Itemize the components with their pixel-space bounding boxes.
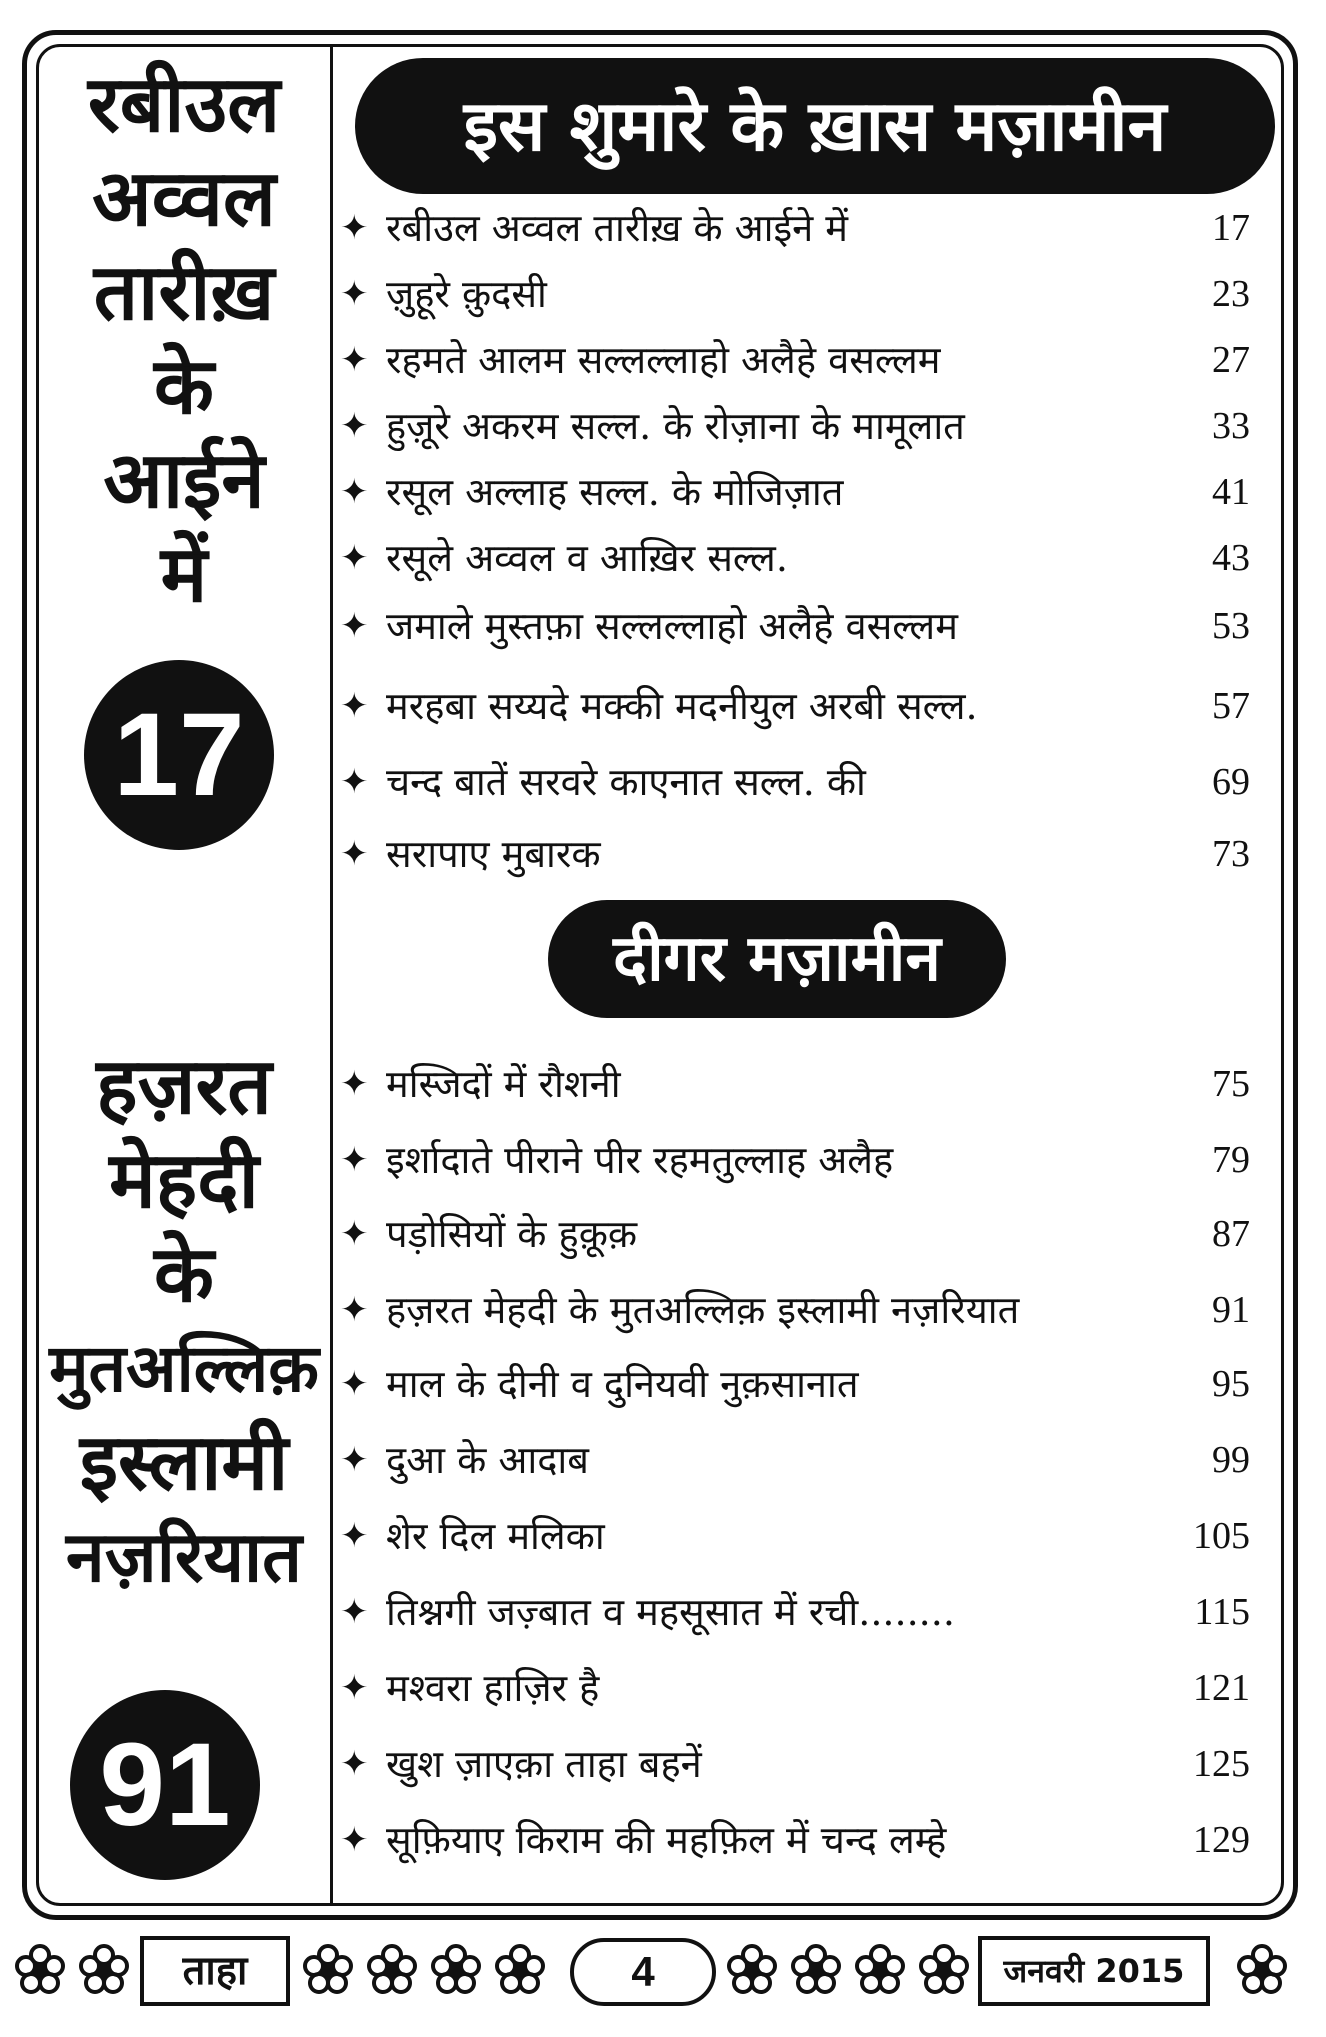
four-point-star-icon: ✦ bbox=[340, 1744, 369, 1784]
four-point-star-icon: ✦ bbox=[340, 1820, 369, 1860]
toc-item-title: चन्द बातें सरवरे काएनात सल्ल. की bbox=[386, 760, 866, 804]
page-number: 4 bbox=[570, 1938, 716, 2006]
toc-item-page: 125 bbox=[1193, 1743, 1250, 1785]
toc-item-page: 121 bbox=[1193, 1667, 1250, 1709]
sidebar-divider bbox=[330, 44, 333, 1906]
flower-icon bbox=[76, 1942, 132, 1998]
sidebar-line: हज़रत bbox=[96, 1042, 272, 1132]
flower-icon bbox=[492, 1942, 548, 1998]
toc-item-title: हुज़ूरे अकरम सल्ल. के रोज़ाना के मामूलात bbox=[386, 404, 965, 448]
sidebar-line: मुतअल्लिक़ bbox=[49, 1330, 319, 1407]
issue-date: जनवरी 2015 bbox=[978, 1936, 1210, 2006]
toc-item[interactable] bbox=[340, 1354, 1250, 1414]
sidebar-line: आईने bbox=[103, 436, 265, 526]
toc-item-page: 99 bbox=[1212, 1439, 1250, 1481]
toc-item-title: जमाले मुस्तफ़ा सल्लल्लाहो अलैहे वसल्लम bbox=[386, 604, 958, 648]
toc-item[interactable] bbox=[340, 1204, 1250, 1264]
toc-item[interactable] bbox=[340, 462, 1250, 522]
toc-item-page: 73 bbox=[1212, 833, 1250, 875]
four-point-star-icon: ✦ bbox=[340, 1214, 369, 1254]
flower-icon bbox=[916, 1942, 972, 1998]
toc-item-page: 91 bbox=[1212, 1289, 1250, 1331]
sidebar-line: इस्लामी bbox=[79, 1418, 289, 1508]
flower-icon bbox=[788, 1942, 844, 1998]
toc-item-title: सरापाए मुबारक bbox=[386, 832, 601, 876]
flower-icon bbox=[852, 1942, 908, 1998]
toc-item-title: सूफ़ियाए किराम की महफ़िल में चन्द लम्हे bbox=[386, 1818, 947, 1862]
toc-item-title: शेर दिल मलिका bbox=[386, 1514, 605, 1558]
toc-item[interactable] bbox=[340, 264, 1250, 324]
toc-item-page: 23 bbox=[1212, 273, 1250, 315]
toc-item[interactable] bbox=[340, 1658, 1250, 1718]
sidebar-line: तारीख़ bbox=[93, 248, 275, 338]
magazine-name: ताहा bbox=[140, 1936, 290, 2006]
sidebar-line: के bbox=[154, 1230, 214, 1320]
toc-item-title: मश्वरा हाज़िर है bbox=[386, 1666, 600, 1710]
toc-item-page: 57 bbox=[1212, 685, 1250, 727]
sidebar-line: में bbox=[160, 530, 208, 620]
toc-item[interactable] bbox=[340, 1130, 1250, 1190]
sidebar-line: रबीउल bbox=[87, 60, 281, 150]
toc-item-title: रबीउल अव्वल तारीख़ के आईने में bbox=[386, 206, 849, 250]
toc-item-title: हज़रत मेहदी के मुतअल्लिक़ इस्लामी नज़रियात bbox=[386, 1288, 1020, 1332]
page-footer bbox=[0, 1924, 1326, 2024]
flower-icon bbox=[428, 1942, 484, 1998]
toc-item-page: 69 bbox=[1212, 761, 1250, 803]
four-point-star-icon: ✦ bbox=[340, 762, 369, 802]
four-point-star-icon: ✦ bbox=[340, 208, 369, 248]
sidebar-page-badge: 17 bbox=[84, 660, 274, 850]
section-heading-featured: इस शुमारे के ख़ास मज़ामीन bbox=[355, 58, 1275, 194]
section-heading-other: दीगर मज़ामीन bbox=[548, 900, 1006, 1018]
toc-item-title: मस्जिदों में रौशनी bbox=[386, 1062, 621, 1106]
toc-item-title: तिश्नगी जज़्बात व महसूसात में रची........ bbox=[386, 1590, 955, 1634]
toc-item[interactable] bbox=[340, 824, 1250, 884]
toc-item-page: 129 bbox=[1193, 1819, 1250, 1861]
toc-item-page: 27 bbox=[1212, 339, 1250, 381]
four-point-star-icon: ✦ bbox=[340, 606, 369, 646]
toc-item-page: 87 bbox=[1212, 1213, 1250, 1255]
sidebar-line: मेहदी bbox=[109, 1136, 259, 1226]
sidebar-page-badge: 91 bbox=[70, 1690, 260, 1880]
toc-item[interactable] bbox=[340, 1054, 1250, 1114]
toc-item-page: 43 bbox=[1212, 537, 1250, 579]
toc-item-title: मरहबा सय्यदे मक्की मदनीयुल अरबी सल्ल. bbox=[386, 684, 978, 728]
sidebar-section-2 bbox=[40, 1040, 328, 1604]
toc-item-page: 115 bbox=[1194, 1591, 1250, 1633]
flower-icon bbox=[364, 1942, 420, 1998]
four-point-star-icon: ✦ bbox=[340, 1592, 369, 1632]
toc-item[interactable] bbox=[340, 528, 1250, 588]
four-point-star-icon: ✦ bbox=[340, 1440, 369, 1480]
toc-item[interactable] bbox=[340, 1810, 1250, 1870]
toc-item-title: ज़ुहूरे क़ुदसी bbox=[386, 272, 547, 316]
four-point-star-icon: ✦ bbox=[340, 406, 369, 446]
toc-item[interactable] bbox=[340, 676, 1250, 736]
toc-item-title: रहमते आलम सल्लल्लाहो अलैहे वसल्लम bbox=[386, 338, 941, 382]
toc-item-title: इर्शादाते पीराने पीर रहमतुल्लाह अलैह bbox=[386, 1138, 894, 1182]
toc-item-page: 105 bbox=[1193, 1515, 1250, 1557]
toc-item-title: खुश ज़ाएक़ा ताहा बहनें bbox=[386, 1742, 702, 1786]
toc-item-title: रसूल अल्लाह सल्ल. के मोजिज़ात bbox=[386, 470, 844, 514]
toc-item[interactable] bbox=[340, 1734, 1250, 1794]
flower-icon bbox=[300, 1942, 356, 1998]
toc-item[interactable] bbox=[340, 596, 1250, 656]
toc-item[interactable] bbox=[340, 1430, 1250, 1490]
toc-item[interactable] bbox=[340, 1506, 1250, 1566]
four-point-star-icon: ✦ bbox=[340, 1064, 369, 1104]
sidebar-line: के bbox=[154, 342, 214, 432]
toc-item[interactable] bbox=[340, 752, 1250, 812]
four-point-star-icon: ✦ bbox=[340, 1140, 369, 1180]
toc-item-page: 41 bbox=[1212, 471, 1250, 513]
toc-item-title: पड़ोसियों के हुक़ूक़ bbox=[386, 1212, 638, 1256]
toc-item-page: 79 bbox=[1212, 1139, 1250, 1181]
four-point-star-icon: ✦ bbox=[340, 274, 369, 314]
toc-item-page: 17 bbox=[1212, 207, 1250, 249]
sidebar-section-1 bbox=[40, 58, 328, 622]
four-point-star-icon: ✦ bbox=[340, 1516, 369, 1556]
toc-item-page: 95 bbox=[1212, 1363, 1250, 1405]
four-point-star-icon: ✦ bbox=[340, 472, 369, 512]
toc-item[interactable] bbox=[340, 198, 1250, 258]
four-point-star-icon: ✦ bbox=[340, 538, 369, 578]
flower-icon bbox=[1234, 1942, 1290, 1998]
sidebar-line: नज़रियात bbox=[65, 1516, 303, 1598]
four-point-star-icon: ✦ bbox=[340, 340, 369, 380]
four-point-star-icon: ✦ bbox=[340, 1290, 369, 1330]
toc-item-title: माल के दीनी व दुनियवी नुक़सानात bbox=[386, 1362, 859, 1406]
toc-item-page: 33 bbox=[1212, 405, 1250, 447]
toc-item[interactable] bbox=[340, 1582, 1250, 1642]
toc-item[interactable] bbox=[340, 1280, 1250, 1340]
flower-icon bbox=[724, 1942, 780, 1998]
four-point-star-icon: ✦ bbox=[340, 1364, 369, 1404]
toc-item-title: दुआ के आदाब bbox=[386, 1438, 589, 1482]
toc-item-page: 53 bbox=[1212, 605, 1250, 647]
four-point-star-icon: ✦ bbox=[340, 834, 369, 874]
toc-item[interactable] bbox=[340, 396, 1250, 456]
toc-item-title: रसूले अव्वल व आख़िर सल्ल. bbox=[386, 536, 788, 580]
sidebar-line: अव्वल bbox=[92, 154, 276, 244]
four-point-star-icon: ✦ bbox=[340, 1668, 369, 1708]
four-point-star-icon: ✦ bbox=[340, 686, 369, 726]
flower-icon bbox=[12, 1942, 68, 1998]
toc-item[interactable] bbox=[340, 330, 1250, 390]
toc-item-page: 75 bbox=[1212, 1063, 1250, 1105]
